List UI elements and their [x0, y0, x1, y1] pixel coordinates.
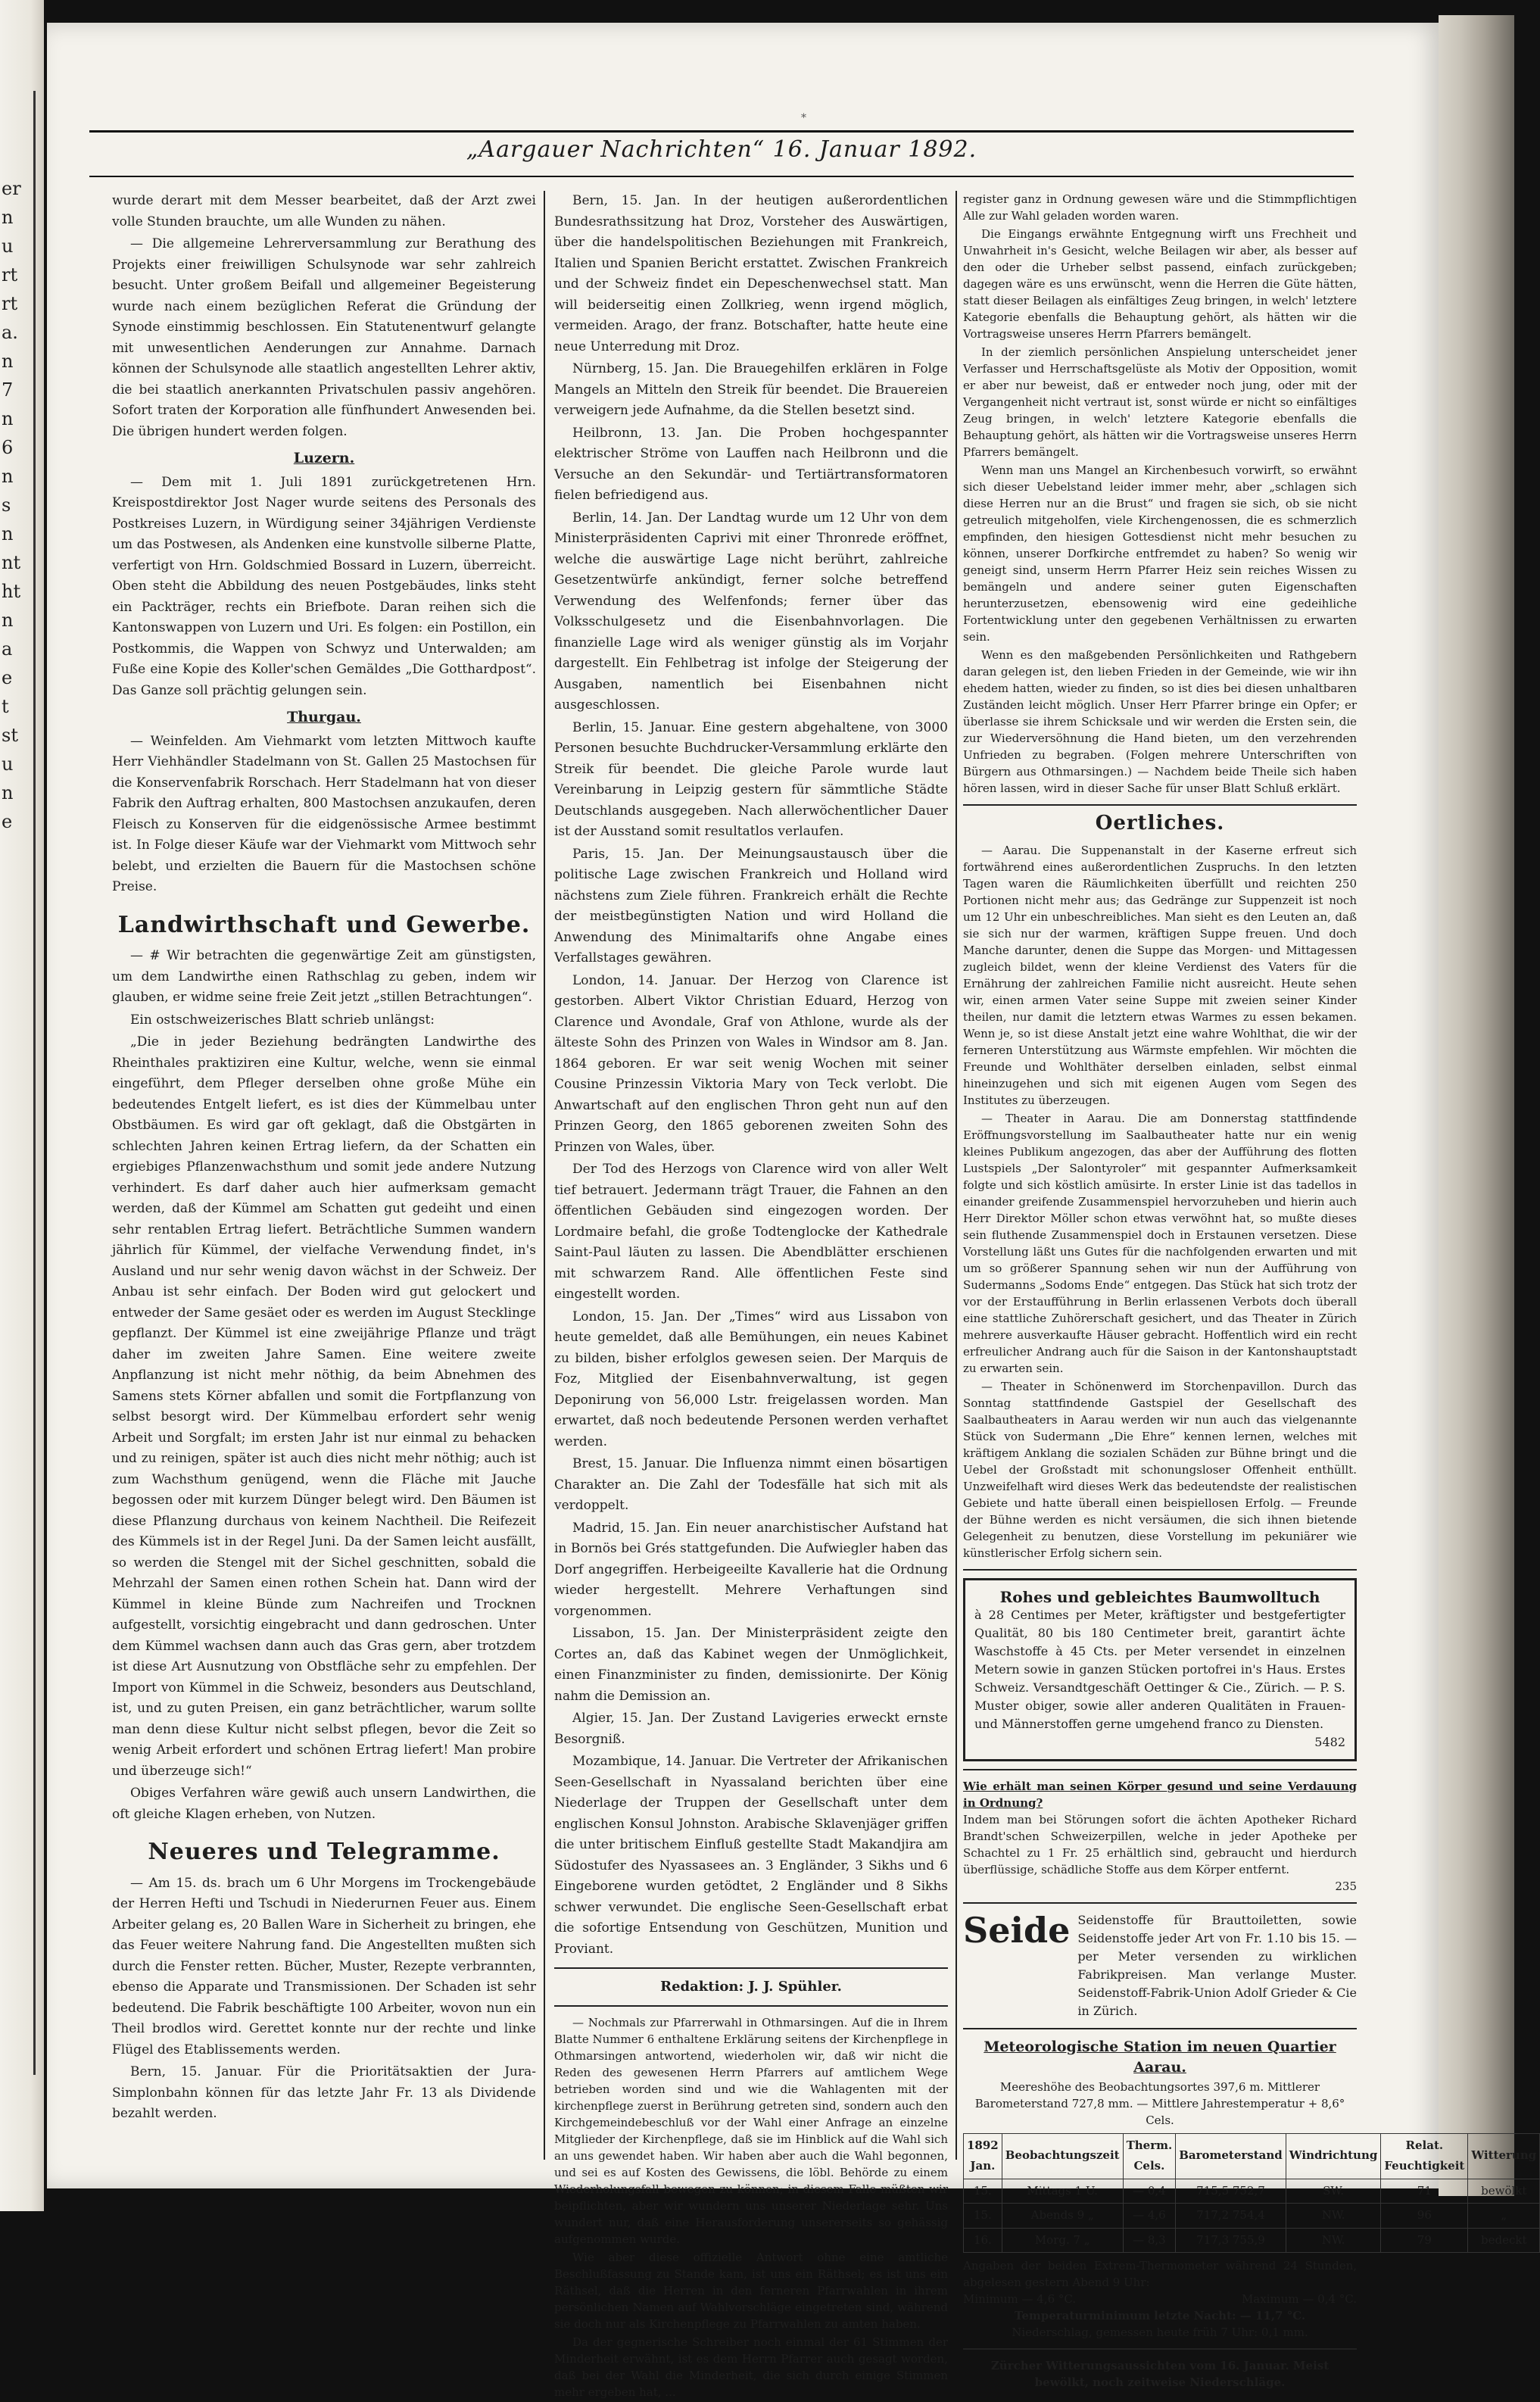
- margin-fragment: e: [2, 811, 13, 832]
- weather-note: Angaben der beiden Extrem-Thermometer während 24 Stunden, abgelesen gestern Abend 9 Uhr:: [963, 2259, 1357, 2289]
- table-cell: 717,3 755,9: [1176, 2228, 1286, 2253]
- table-cell: — 0,4: [1123, 2179, 1176, 2204]
- margin-fragment: nt: [2, 552, 21, 573]
- paragraph: Nürnberg, 15. Jan. Die Brauegehilfen erklären in Folge Mangels an Mitteln den Streik für beendet. Die Brauereien verweigern jede Aufnahme, da die Stellen besetzt sind.: [554, 361, 948, 418]
- weather-station-subtitle: Meereshöhe des Beobachtungsortes 397,6 m. Mittlerer Barometerstand 727,8 mm. — Mittlere Jahrestemperatur + 8,6° Cels.: [974, 2079, 1345, 2127]
- table-header: Witterung: [1468, 2133, 1540, 2179]
- weather-table: [963, 2133, 1540, 2254]
- table-header: Windrichtung: [1286, 2133, 1381, 2179]
- margin-fragment: 6: [2, 437, 14, 458]
- paragraph: — Weinfelden. Am Viehmarkt vom letzten Mittwoch kaufte Herr Viehhändler Stadelmann von St. Gallen 25 Mastochsen für die Konservenfabrik Rorschach. Herr Stadelmann hat von dieser Fabrik den Auftrag erhalten, 800 Mastochsen anzukaufen, deren Fleisch zu Konserven für die eidgenössische Armee bestimmt ist. In Folge dieser Käufe war der Viehmarkt vom Mittwoch sehr belebt, und erzielten die Bauern für die Mastochsen schöne Preise.: [112, 733, 536, 894]
- weather-maximum: Maximum — 0,4 °C.: [1241, 2292, 1357, 2306]
- margin-fragment: n: [2, 408, 14, 429]
- paragraph: Wie aber diese offizielle Antwort ohne eine amtliche Beschlußfassung zu Stande kam, ist uns ein Räthsel; es ist uns ein Räthsel, daß die Herren in den ferneren Pfarrwahlen in ihrem persönlichen Namen auf Wahlvorschläge eingetreten sind, während sie doch nur als Kirchenpflege zu Pfarrwahlen zu amten haben.: [554, 2250, 948, 2331]
- paragraph: Madrid, 15. Jan. Ein neuer anarchistischer Aufstand hat in Bornös bei Grés stattgefunden. Die Aufwiegler haben das Dorf angegriffen. Herbeigeeilte Kavallerie hat die Ordnung wieder hergestellt. Mehrere Verhaftungen sind vorgenommen.: [554, 1520, 948, 1619]
- table-cell: 96: [1381, 2204, 1468, 2229]
- table-cell: Mittags 1 U.: [1002, 2179, 1123, 2204]
- ad-number: 235: [1335, 1879, 1357, 1893]
- ad-seide-word: Seide: [963, 1909, 1071, 1951]
- left-margin-fragments: [2, 174, 23, 836]
- divider: [963, 1902, 1357, 1904]
- paragraph: — # Wir betrachten die gegenwärtige Zeit am günstigsten, um dem Landwirthe einen Rathschlag zu geben, indem wir glauben, er widme seine freie Zeit jetzt „stillen Betrachtungen“.: [112, 948, 536, 1005]
- table-row: [964, 2179, 1540, 2204]
- margin-fragment: n: [2, 782, 14, 803]
- table-cell: — 4,6: [1123, 2204, 1176, 2229]
- divider: [963, 1769, 1357, 1770]
- margin-fragment: rt: [2, 293, 18, 314]
- paragraph: Wenn man uns Mangel an Kirchenbesuch vorwirft, so erwähnt sich dieser Uebelstand leider immer mehr, aber „schlagen sich diese Herren nur an die Brust“ und fragen sie sich, ob sie nicht getreulich mitgeholfen, viele Kirchengenossen, die es schmerzlich empfinden, den hiesigen Gottesdienst nicht mehr besuchen zu können, unserer Dorfkirche entfremdet zu haben? So wenig wir geneigt sind, unserm Herrn Pfarrer Heiz sein reiches Wissen zu bemängeln und andere seiner guten Eigenschaften herunterzusetzen, ebensowenig wird eine gedeihliche Fortentwicklung unter den gegebenen Verhältnissen zu erwarten sein.: [963, 463, 1357, 644]
- table-header: Barometerstand: [1176, 2133, 1286, 2179]
- paragraph: Heilbronn, 13. Jan. Die Proben hochgespannter elektrischer Ströme von Lauffen nach Heilbronn und die Versuche an den Sekundär- und Tertiärtransformatoren fielen befriedigend aus.: [554, 425, 948, 503]
- column-1: [112, 191, 536, 2126]
- paragraph: Berlin, 15. Januar. Eine gestern abgehaltene, von 3000 Personen besuchte Buchdrucker-Versammlung erklärte den Streik für beendet. Die gleiche Parole wurde laut Vereinbarung in Leipzig gestern für sämmtliche Städte Deutschlands ausgegeben. Nach allerwöchentlicher Dauer ist der Ausstand somit resultatlos verlaufen.: [554, 719, 948, 839]
- left-page-rule: [33, 91, 36, 2075]
- table-cell: Morg. 7 „: [1002, 2228, 1123, 2253]
- paragraph: London, 14. Januar. Der Herzog von Clarence ist gestorben. Albert Viktor Christian Eduard, Herzog von Clarence und Avondale, Graf von Athlone, wurde als der älteste Sohn des Prinzen von Wales in Windsor am 8. Jan. 1864 geboren. Er war seit wenig Wochen mit seiner Cousine Prinzessin Viktoria Mary von Teck verlobt. Die Anwartschaft auf den englischen Thron geht nun auf den Prinzen Georg, den 1865 geborenen zweiten Sohn des Prinzen von Wales, über.: [554, 972, 948, 1155]
- margin-fragment: e: [2, 667, 13, 688]
- section-heading-neueres: Neueres und Telegramme.: [148, 1839, 500, 1865]
- table-cell: NW.: [1286, 2228, 1381, 2253]
- ad-baumwolltuch: [963, 1578, 1357, 1761]
- paragraph: Ein ostschweizerisches Blatt schrieb unlängst:: [130, 1012, 435, 1028]
- table-cell: bewölkt: [1468, 2179, 1540, 2204]
- margin-fragment: n: [2, 610, 14, 631]
- table-cell: 16.: [964, 2228, 1002, 2253]
- margin-fragment: u: [2, 236, 14, 257]
- divider: [554, 1967, 948, 1969]
- table-cell: Abends 9 „: [1002, 2204, 1123, 2229]
- zurich-forecast: Zürcher Witterungsaussichten vom 16. Januar. Meist bewölkt, noch zeitweise Niederschläge.: [990, 2359, 1330, 2389]
- section-heading-thurgau: Thurgau.: [287, 709, 361, 725]
- table-cell: SW.: [1286, 2179, 1381, 2204]
- table-row: [964, 2228, 1540, 2253]
- weather-precipitation: Niederschlag, gemessen heute früh 7 Uhr: 0,1 mm.: [1012, 2326, 1308, 2339]
- ad-title: Rohes und gebleichtes Baumwolltuch: [999, 1587, 1320, 1606]
- column-2: [554, 191, 948, 2402]
- ad-text: Indem man bei Störungen sofort die ächten Apotheker Richard Brandt'schen Schweizerpillen, welche in jeder Apotheke per Schachtel zu 1 Fr. 25 erhältlich sind, gebraucht und hierdurch überflüssige, schädliche Stoffe aus dem Körper entfernt.: [963, 1812, 1357, 1876]
- paragraph: — Theater in Schönenwerd im Storchenpavillon. Durch das Sonntag stattfindende Gastspiel der Gesellschaft des Saalbautheaters in Aarau werden wir nun auch das vielgenannte Stück von Sudermann „Die Ehre“ kennen lernen, welches mit kräftigem Anklang die sozialen Schäden zur Bühne bringt und die Uebel der Großstadt mit schonungsloser Offenheit enthüllt. Unzweifelhaft wird dieses Werk das bedeutendste der realistischen Gebiete und hatte überall einen beispiellosen Erfolg. — Freunde der Bühne werden es nicht versäumen, die sich ihnen bietende Gelegenheit zu benutzen, diese Vorstellung im pekuniärer wie künstlerischer Erfolg sichern sein.: [963, 1379, 1357, 1560]
- table-cell: NW.: [1286, 2204, 1381, 2229]
- table-cell: 79: [1381, 2228, 1468, 2253]
- ad-title: Wie erhält man seinen Körper gesund und seine Verdauung in Ordnung?: [963, 1779, 1357, 1810]
- weather-minimum: Minimum — 4,6 °C.: [963, 2292, 1077, 2306]
- paragraph: — Nochmals zur Pfarrerwahl in Othmarsingen. Auf die in Ihrem Blatte Nummer 6 enthaltene Erklärung seitens der Kirchenpflege in Othmarsingen antwortend, wiederholen wir, daß wir nicht die Reden des gewesenen Herrn Pfarrers auf amtlichem Wege betrieben worden sind und wie die Wahlagenten mit der kirchenpflege zuerst in Berührung getreten sind, sondern auch den Kirchgemeindebeschluß vor der Wahl einer Anfrage an einzelne Mitglieder der Kirchenpflege, daß sie im Hinblick auf die Wahl sich an uns gewendet haben. Wir haben aber auch die Wahl begonnen, und sei es auf Kosten des Gewissens, die löbl. Behörde zu einem Wiederholungsfall bewegen zu können; in diesem Falle müßten wir beipflichten, aber wir wundern uns unserer Niederlage sehr. Uns wundert nur, daß eine Herausforderung unsererseits so gehässig aufgenommen wurde.: [554, 2015, 948, 2246]
- ad-seide: [963, 1911, 1357, 2020]
- margin-fragment: a.: [2, 322, 18, 343]
- paragraph: — Aarau. Die Suppenanstalt in der Kaserne erfreut sich fortwährend eines außerordentlichen Zuspruchs. In den letzten Tagen waren die Räumlichkeiten überfüllt und reichten 250 Portionen nicht mehr aus; das Gedränge zur Suppenzeit ist noch um 12 Uhr ein unbeschreibliches. Man sieht es den Leuten an, daß sie sich nur der warmen, kräftigen Suppe freuen. Und doch Manche darunter, denen die Suppe das Morgen- und Mittagessen zugleich bildet, wenn der kleine Verdienst des Vaters für die Ernährung der zahlreichen Familie nicht ausreicht. Heute sehen wir, einen armen Vater seine Suppe mit zweien seiner Kinder theilen, nur damit die letztern etwas Warmes zu essen bekamen. Wenn je, so ist diese Anstalt jetzt eine wahre Wohlthat, die wir der ferneren Unterstützung aus Wärmste empfehlen. Wir möchten die Freunde und Wohlthäter derselben einladen, selbst einmal hineinzugehen und sich mit eigenen Augen vom Segen des Institutes zu überzeugen.: [963, 843, 1357, 1107]
- table-cell: 71: [1381, 2179, 1468, 2204]
- paragraph: „Die in jeder Beziehung bedrängten Landwirthe des Rheinthales praktiziren eine Kultur, welche, wenn sie einmal eingeführt, dem Pfleger derselben ohne große Mühe ein bedeutendes Entgelt liefert, es ist dies der Kümmelbau unter Obstbäumen. Es wird gar oft geklagt, daß die Obstgärten in schlechten Jahren keinen Ertrag liefern, da der Schatten ein ergiebiges Pflanzenwachsthum und somit jede andere Nutzung verhindert. Es darf daher auch hier aufmerksam gemacht werden, daß der Kümmel am Schatten gut gedeiht und einen sehr rentablen Ertrag liefert. Beträchtliche Summen wandern jährlich für Kümmel, der vielfache Verwendung findet, in's Ausland und nur sehr wenig davon wächst in der Schweiz. Der Anbau ist sehr einfach. Der Boden wird gut gelockert und entweder der Same gesäet oder es werden im August Stecklinge gepflanzt. Der Kümmel ist eine zweijährige Pflanze und trägt daher im zweiten Jahre Samen. Eine weitere zweite Anpflanzung ist nicht mehr nöthig, da beim Abnehmen des Samens stets Körner abfallen und somit die Fortpflanzung von selbst besorgt wird. Der Kümmelbau erfordert sehr wenig Arbeit und Sorgfalt; im ersten Jahr ist nur einmal zu behacken und zu reinigen, später ist auch dies nicht mehr nöthig; auch ist zum Wachsthum genügend, wenn die Fläche mit Jauche begossen oder mit kurzem Dünger belegt wird. Den Bäumen ist diese Pflanzung durchaus von keinem Nachtheil. Die Reifezeit des Kümmels ist in der Regel Juni. Da der Samen leicht ausfällt, so werden die Stengel mit der Sichel geschnitten, sobald die Mehrzahl der Samen einen rothen Schein hat. Dann wird der Kümmel in kleine Bünde zum Nachreifen und Trocknen aufgestellt, vorsichtig eingebracht und dann gedroschen. Unter dem Kümmel wachsen dann auch das Gras gern, aber trotzdem ist diese Art Ausnutzung von Obstfläche sehr zu empfehlen. Der Import von Kümmel in die Schweiz, besonders aus Deutschland, ist, und zu guten Preisen, ein ganz beträchtlicher, warum sollte man denn diese Kultur nicht selbst pflegen, bevor die Zeit so wenig Arbeit erfordert und schönen Ertrag liefert! Man probire und überzeuge sich!“: [112, 1034, 536, 1779]
- ad-number: 5482: [1314, 1734, 1345, 1749]
- margin-fragment: n: [2, 466, 14, 487]
- table-cell: bedeckt: [1468, 2228, 1540, 2253]
- weather-temperature-minimum: Temperaturminimum letzte Nacht: — 11,7 °C.: [1014, 2309, 1306, 2322]
- paragraph: wurde derart mit dem Messer bearbeitet, daß der Arzt zwei volle Stunden brauchte, um alle Wunden zu nähen.: [112, 193, 536, 229]
- table-cell: 15.: [964, 2179, 1002, 2204]
- table-cell: 15.: [964, 2204, 1002, 2229]
- ad-text: Seidenstoffe für Brauttoiletten, sowie Seidenstoffe jeder Art von Fr. 1.10 bis 15. — per Meter versenden zu wirklichen Fabrikpreisen. Man verlange Muster. Seidenstoff-Fabrik-Union Adolf Grieder & Cie in Zürich.: [1077, 1912, 1357, 2018]
- ad-text: à 28 Centimes per Meter, kräftigster und bestgefertigter Qualität, 80 bis 180 Centimeter breit, garantirt ächte Waschstoffe à 45 Cts. per Meter versendet in einzelnen Metern sowie in ganzen Stücken portofrei in's Haus. Erstes Schweiz. Versandtgeschäft Oettinger & Cie., Zürich. — P. S. Muster obiger, sowie aller anderen Qualitäten in Frauen- und Männerstoffen gerne umgehend franco zu Diensten.: [974, 1607, 1345, 1731]
- margin-fragment: rt: [2, 264, 18, 285]
- paragraph: Algier, 15. Jan. Der Zustand Lavigeries erweckt ernste Besorgniß.: [554, 1711, 948, 1747]
- table-row: [964, 2204, 1540, 2229]
- paragraph: Obiges Verfahren wäre gewiß auch unsern Landwirthen, die oft gleiche Klagen erheben, von Nutzen.: [112, 1786, 536, 1822]
- divider: [554, 2005, 948, 2007]
- table-header: Therm. Cels.: [1123, 2133, 1176, 2179]
- paragraph: Bern, 15. Januar. Für die Prioritätsaktien der Jura-Simplonbahn können für das letzte Jahr Fr. 13 als Dividende bezahlt werden.: [112, 2064, 536, 2121]
- paragraph: — Die allgemeine Lehrerversammlung zur Berathung des Projekts einer freiwilligen Schulsynode war sehr zahlreich besucht. Unter großem Beifall und allgemeiner Begeisterung wurde nach einem bezüglichen Referat die Gründung der Synode einstimmig beschlossen. Ein Statutenentwurf gelangte mit unwesentlichen Aenderungen zur Annahme. Darnach können der Schulsynode alle staatlich angestellten Lehrer aktiv, die bei staatlich anerkannten Privatschulen passiv angehören. Sofort traten der Korporation alle fünfhundert Anwesenden bei. Die übrigen hundert werden folgen.: [112, 236, 536, 439]
- section-heading-luzern: Luzern.: [293, 450, 355, 466]
- paragraph: Wenn es den maßgebenden Persönlichkeiten und Rathgebern daran gelegen ist, den lieben Frieden in der Gemeinde, wie wir ihn ehedem hatten, wieder zu finden, so ist dies bei diesen unhaltbaren Zuständen leicht möglich. Unser Herr Pfarrer bringe ein Opfer; er überlasse sie ihrem Schicksale und wir werden die Ersten sein, die zur Wiederversöhnung die Hand bieten, um den verzehrenden Unfrieden zu begraben. (Folgen mehrere Unterschriften von Bürgern aus Othmarsingen.) — Nachdem beide Theile sich haben hören lassen, wird in dieser Sache für unser Blatt Schluß erklärt.: [963, 648, 1357, 795]
- column-3: [963, 191, 1537, 2391]
- divider: [963, 2348, 1357, 2350]
- paragraph: Der Tod des Herzogs von Clarence wird von aller Welt tief betrauert. Jedermann trägt Trauer, die Fahnen an den öffentlichen Gebäuden sind eingezogen worden. Der Lordmaire befahl, die große Todtenglocke der Kathedrale Saint-Paul läuten zu lassen. Die Abendblätter erschienen mit schwarzem Rand. Alle öffentlichen Feste sind eingestellt worden.: [554, 1162, 948, 1302]
- margin-fragment: n: [2, 207, 14, 228]
- divider: [963, 804, 1357, 806]
- divider: [963, 2028, 1357, 2029]
- paragraph: — Theater in Aarau. Die am Donnerstag stattfindende Eröffnungsvorstellung im Saalbautheater hatte nur ein wenig kleines Publikum angezogen, das aber der Aufführung des flotten Lustspiels „Der Salontyroler“ mit gespannter Aufmerksamkeit folgte und sich köstlich amüsirte. In erster Linie ist das tadellos in einander greifende Zusammenspiel hervorzuheben und hierin auch Herr Direktor Möller schon etwas verwöhnt hat, so mußte dieses sein fluthende Zusammenspiel doch in Erstaunen versetzen. Diese Vorstellung läßt uns Gutes für die nachfolgenden erwarten und mit um so größerer Spannung sehen wir nun der Aufführung von Sudermanns „Sodoms Ende“ entgegen. Das Stück hat sich trotz der vor der Erstaufführung in Berlin erlassenen Verbots doch überall eine stattliche Zuhörerschaft gesichert, und das Theater in Zürich mehrere ausverkaufte Häuser gebracht. Hoffentlich wird ein recht erfreulicher Andrang auch für die Saison in der Kantonshauptstadt zu erwarten sein.: [963, 1111, 1357, 1375]
- table-cell: — 8,3: [1123, 2228, 1176, 2253]
- weather-station-title: Meteorologische Station im neuen Quartier Aarau.: [984, 2038, 1336, 2076]
- margin-fragment: st: [2, 725, 18, 746]
- table-header: Relat. Feuchtigkeit: [1381, 2133, 1468, 2179]
- column-rule: [955, 191, 957, 2160]
- paragraph: register ganz in Ordnung gewesen wäre und die Stimmpflichtigen Alle zur Wahl geladen worden waren.: [963, 192, 1357, 223]
- paragraph: Brest, 15. Januar. Die Influenza nimmt einen bösartigen Charakter an. Die Zahl der Todesfälle hat sich mit als verdoppelt.: [554, 1456, 948, 1513]
- margin-fragment: n: [2, 351, 14, 372]
- ornament-mark: *: [801, 112, 806, 124]
- paragraph: Paris, 15. Jan. Der Meinungsaustausch über die politische Lage zwischen Frankreich und Holland wird nächstens zum Ziele führen. Frankreich erhält die Rechte der meistbegünstigten Nation und wird Holland die Anwendung des Minimaltarifs ohne Angabe eines Verfallstages gewähren.: [554, 846, 948, 965]
- margin-fragment: t: [2, 696, 9, 717]
- margin-fragment: n: [2, 523, 14, 544]
- table-cell: „: [1468, 2204, 1540, 2229]
- right-page-stack: [1439, 15, 1514, 2196]
- margin-fragment: ht: [2, 581, 21, 602]
- table-cell: 715,5 752,7: [1176, 2179, 1286, 2204]
- margin-fragment: u: [2, 753, 14, 775]
- margin-fragment: er: [2, 178, 21, 199]
- margin-fragment: a: [2, 638, 13, 660]
- divider: [963, 1569, 1357, 1571]
- paragraph: Bern, 15. Jan. In der heutigen außerordentlichen Bundesrathssitzung hat Droz, Vorsteher des Auswärtigen, über die handelspolitischen Beziehungen mit Frankreich, Italien und Spanien Bericht erstattet. Zwischen Frankreich und der Schweiz findet ein Depeschenwechsel statt. Man will beiderseitig einen Zollkrieg, wenn irgend möglich, vermeiden. Arago, der franz. Botschafter, hatte heute eine neue Unterredung mit Droz.: [554, 193, 948, 354]
- paragraph: Mozambique, 14. Januar. Die Vertreter der Afrikanischen Seen-Gesellschaft in Nyassaland berichten über eine Niederlage der Truppen der Gesellschaft unter dem englischen Konsul Johnston. Arabische Sklavenjäger griffen die unter britischem Einfluß gestellte Stadt Makandjira am Südostufer des Nyassasees an. 3 Engländer, 3 Sikhs und 6 Eingeborene wurden getödtet, 2 Engländer und 8 Sikhs schwer verwundet. Die englische Seen-Gesellschaft erbat die sofortige Entsendung von Geschützen, Munition und Proviant.: [554, 1754, 948, 1957]
- paragraph: — Dem mit 1. Juli 1891 zurückgetretenen Hrn. Kreispostdirektor Jost Nager wurde seitens des Personals des Postkreises Luzern, in Würdigung seiner 34jährigen Verdienste um das Postwesen, als Andenken eine kunstvolle silberne Platte, verfertigt von Hrn. Goldschmied Bossard in Luzern, überreicht. Oben steht die Abbildung des neuen Postgebäudes, links steht ein Packträger, rechts ein Briefbote. Daran reihen sich die Kantonswappen von Luzern und Uri. Es folgen: ein Postillon, ein Postkommis, die Wappen von Schwyz und Unterwalden; am Fuße eine Kopie des Koller'schen Gemäldes „Die Gotthardpost“. Das Ganze soll prächtig gelungen sein.: [112, 474, 536, 698]
- masthead-title: „Aargauer Nachrichten“ 16. Januar 1892.: [466, 136, 977, 163]
- paragraph: London, 15. Jan. Der „Times“ wird aus Lissabon von heute gemeldet, daß alle Bemühungen, ein neues Kabinet zu bilden, bisher erfolglos gewesen seien. Der Marquis de Foz, Mitglied der Eisenbahnverwaltung, ist gegen Deponirung von 56,000 Lstr. freigelassen worden. Man erwartet, daß noch bedeutende Personen werden verhaftet werden.: [554, 1309, 948, 1449]
- editor-line: Redaktion: J. J. Spühler.: [660, 1979, 842, 1995]
- paragraph: Lissabon, 15. Jan. Der Ministerpräsident zeigte den Cortes an, daß das Kabinet wegen der Unmöglichkeit, einen Finanzminister zu finden, demissionirte. Der König nahm die Demission an.: [554, 1626, 948, 1704]
- table-header: Beobachtungszeit: [1002, 2133, 1123, 2179]
- paragraph: Die Eingangs erwähnte Entgegnung wirft uns Frechheit und Unwahrheit in's Gesicht, welche Beilagen wir aber, als besser auf den oder die Urheber selbst passend, einfach zurückgeben; dagegen wäre es uns erwünscht, wenn die Herren die Güte hätten, statt dieser Beilagen als einfältiges Zeug bringen, in welch' letztere Kategorie ebenfalls die Behauptung gehört, als hätten wir die Vortragsweise unseres Herrn Pfarrers bemängelt.: [963, 227, 1357, 341]
- table-header: 1892 Jan.: [964, 2133, 1002, 2179]
- masthead-rule-top: [89, 130, 1354, 133]
- left-page-edge: [0, 0, 44, 2211]
- paragraph: — Am 15. ds. brach um 6 Uhr Morgens im Trockengebäude der Herren Hefti und Tschudi in Niederurnen Feuer aus. Einem Arbeiter gelang es, 20 Ballen Ware in Sicherheit zu bringen, ehe das Feuer weitere Nahrung fand. Die Angestellten mußten sich durch die Fenster retten. Bücher, Muster, Rezepte verbrannten, ebenso die Apparate und Transmissionen. Der Schaden ist sehr bedeutend. Die Fabrik beschäftigte 100 Arbeiter, wovon nun ein Theil brodlos wird. Gerettet konnte nur der rechte und linke Flügel des Etablissements werden.: [112, 1875, 536, 2057]
- ad-verdauung: [963, 1778, 1357, 1895]
- section-heading-oertliches: Oertliches.: [1095, 812, 1225, 834]
- section-heading-landwirthschaft: Landwirthschaft und Gewerbe.: [117, 911, 531, 938]
- margin-fragment: s: [2, 494, 11, 516]
- masthead-rule-bottom: [89, 176, 1354, 177]
- paragraph: Da der gegnerische Schreiber noch einmal der 61 Stimmen der Minderheit erwähnt, ist es dem Herrn Pfarrer auch gesagt worden, daß bei der Wahl die Minderheit, die sich durch einige Stimmen mehr ergeben hat, ...: [554, 2335, 948, 2399]
- paragraph: In der ziemlich persönlichen Anspielung unterscheidet jener Verfasser und Herrschaftsgelüste als Motiv der Opposition, womit er aber nur beweist, daß er entweder noch jung, oder mit der Vergangenheit nicht vertraut ist, sonst würde er nicht so einfältiges Zeug bringen, in welch' letztere Kategorie ebenfalls die Behauptung gehört, als hätten wir die Vortragsweise unseres Herrn Pfarrers bemängelt.: [963, 345, 1357, 459]
- margin-fragment: 7: [2, 379, 14, 401]
- table-cell: 717,2 754,4: [1176, 2204, 1286, 2229]
- paragraph: Berlin, 14. Jan. Der Landtag wurde um 12 Uhr von dem Ministerpräsidenten Caprivi mit einer Thronrede eröffnet, welche die auswärtige Lage nicht berührt, zahlreiche Gesetzentwürfe ankündigt, ferner solche betreffend Verwendung des Welfenfonds; ferner über das Volksschulgesetz und die Eisenbahnvorlagen. Die finanzielle Lage wird als weniger günstig als im Vorjahr dargestellt. Ein Fehlbetrag ist infolge der Steigerung der Ausgaben, namentlich bei Eisenbahnen nicht ausgeschlossen.: [554, 510, 948, 713]
- column-rule: [544, 191, 545, 2160]
